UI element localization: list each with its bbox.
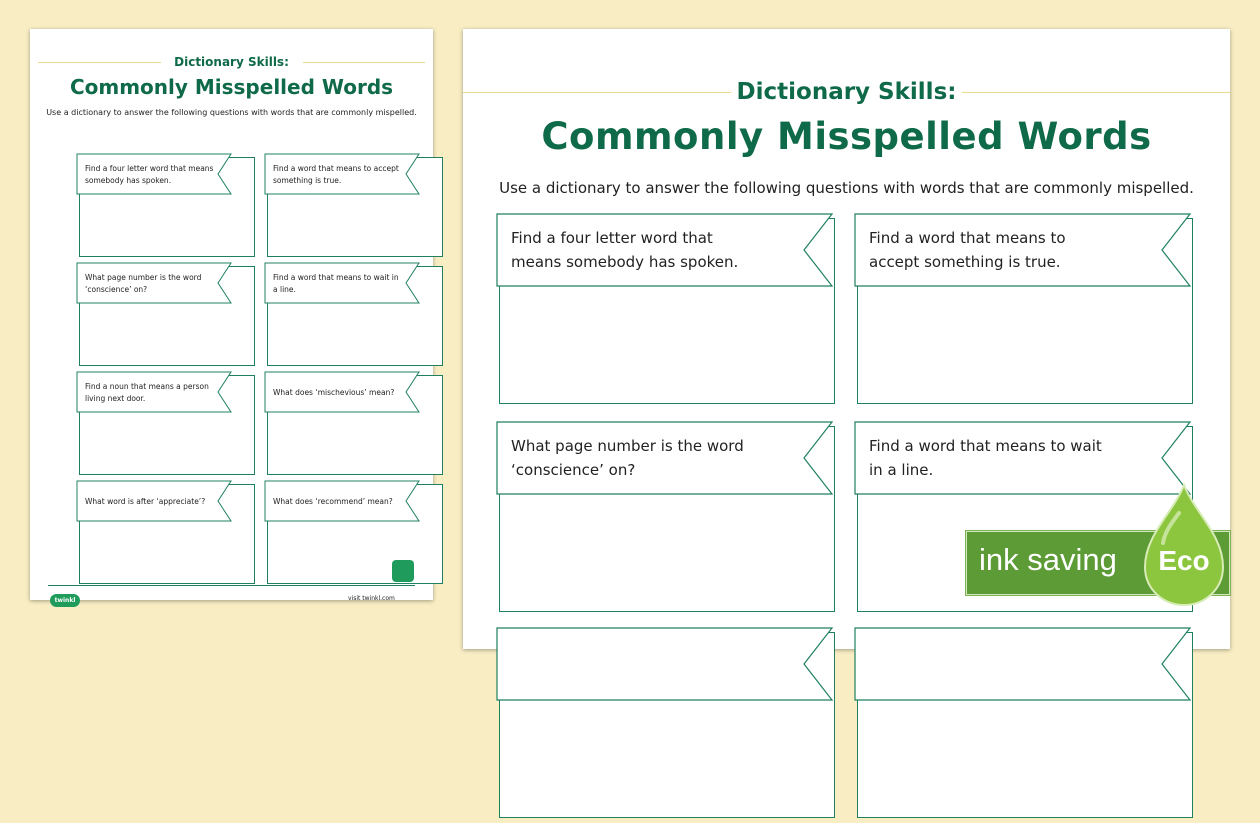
footer-divider xyxy=(48,585,415,586)
thumb-question-card xyxy=(76,371,262,475)
question-text: What word is after ‘appreciate’? xyxy=(85,497,206,506)
question-text: Find a noun that means a person living next door. xyxy=(85,382,209,403)
question-card xyxy=(854,213,1196,409)
question-text: Find a four letter word that means somebody has spoken. xyxy=(511,229,739,271)
page-subtitle: Dictionary Skills: xyxy=(736,79,957,105)
twinkl-logo: twinkl xyxy=(50,594,80,607)
question-card xyxy=(496,213,838,409)
page-title: Commonly Misspelled Words xyxy=(541,115,1152,158)
thumb-question-card xyxy=(76,153,262,257)
badge-icon xyxy=(392,560,414,582)
thumb-question-card xyxy=(264,262,450,366)
worksheet-thumbnail[interactable] xyxy=(30,29,433,604)
eco-label: Eco xyxy=(1158,545,1210,576)
thumb-question-card xyxy=(264,371,450,475)
thumb-subtitle: Dictionary Skills: xyxy=(174,55,289,69)
thumb-question-card xyxy=(264,153,450,257)
question-text: Find a word that means to accept something is true. xyxy=(869,229,1066,271)
thumb-question-card xyxy=(76,480,262,584)
ribbon-banner xyxy=(854,627,1196,707)
ribbon-banner xyxy=(496,627,838,707)
question-text: What does ‘mischevious’ mean? xyxy=(273,388,395,397)
thumb-question-card xyxy=(264,480,450,584)
question-text: Find a four letter word that means somebody has spoken. xyxy=(85,164,214,185)
thumb-instruction: Use a dictionary to answer the following questions with words that are commonly mispelled. xyxy=(46,108,417,117)
question-card-partial xyxy=(496,627,838,823)
eco-drop-icon xyxy=(1143,483,1225,611)
question-card-partial xyxy=(854,627,1196,823)
footer-url: visit twinkl.com xyxy=(348,595,395,602)
question-text: Find a word that means to accept something is true. xyxy=(273,164,399,185)
thumb-question-card xyxy=(76,262,262,366)
ink-saving-label: ink saving xyxy=(979,542,1117,577)
question-text: Find a word that means to wait in a line. xyxy=(273,273,399,294)
thumb-title: Commonly Misspelled Words xyxy=(69,75,394,99)
question-text: Find a word that means to wait in a line. xyxy=(869,437,1102,479)
question-card xyxy=(496,421,838,617)
instruction-text: Use a dictionary to answer the following questions with words that are commonly mispelled. xyxy=(499,179,1194,197)
question-text: What does ‘recommend’ mean? xyxy=(273,497,393,506)
question-text: What page number is the word ‘conscience’ on? xyxy=(511,437,744,479)
question-text: What page number is the word ‘conscience’ on? xyxy=(85,273,202,294)
